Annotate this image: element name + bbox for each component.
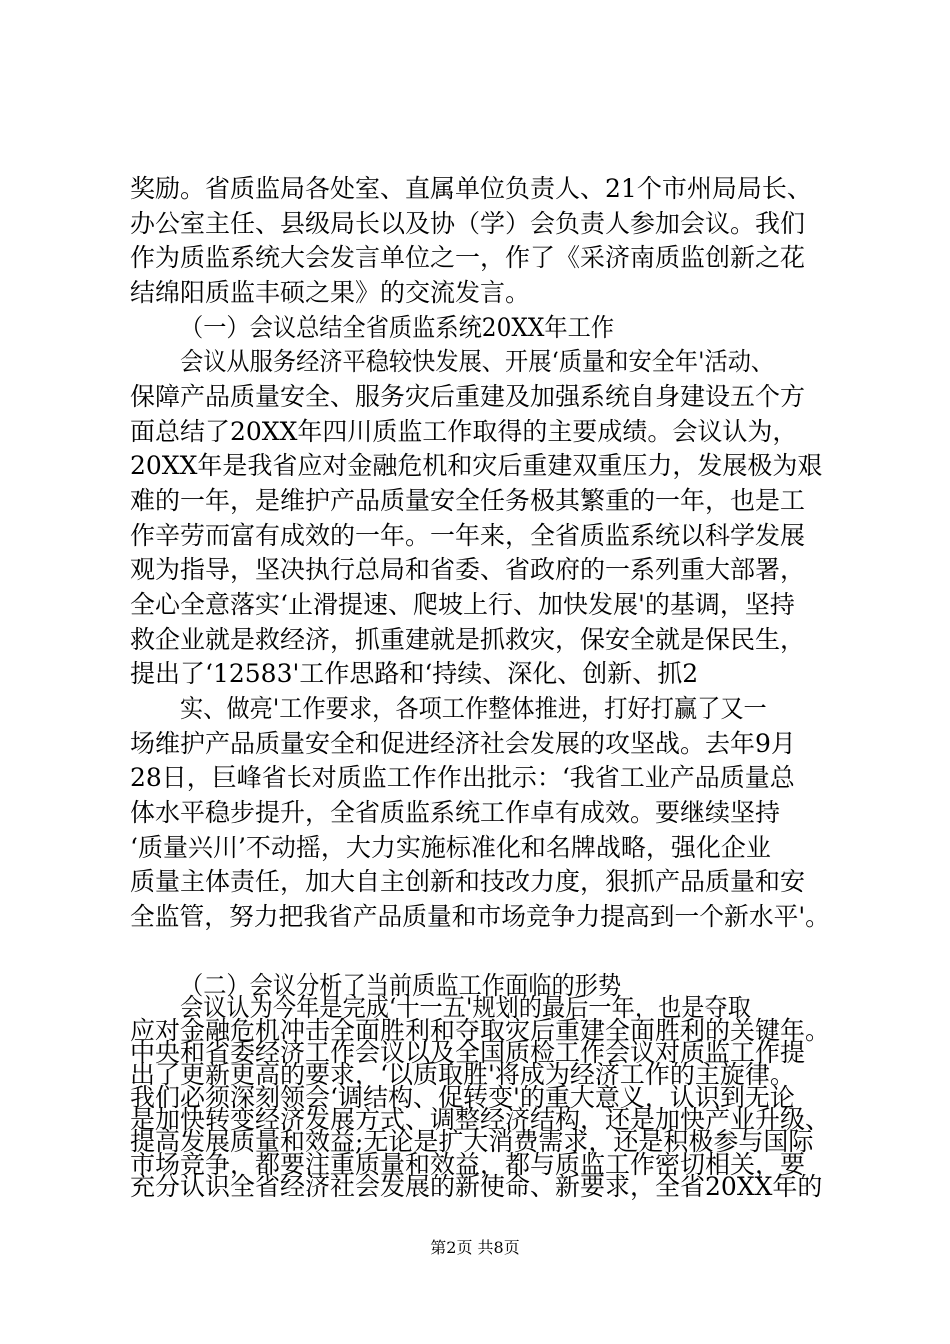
text-line: 会议从服务经济平稳较快发展、开展‘质量和安全年'活动、 — [180, 347, 775, 376]
text-line: 作辛劳而富有成效的一年。一年来，全省质监系统以科学发展 — [130, 521, 806, 550]
text-line: 中央和省委经济工作会议以及全国质检工作会议对质监工作提 — [130, 1038, 806, 1067]
text-line: 我们必须深刻领会‘调结构、促转变'的重大意义，认识到无论 — [130, 1083, 795, 1112]
text-line: 保障产品质量安全、服务灾后重建及加强系统自身建设五个方 — [130, 382, 806, 411]
text-line: 场维护产品质量安全和促进经济社会发展的攻坚战。去年9月 — [130, 729, 796, 758]
text-line: 是加快转变经济发展方式、调整经济结构，还是加快产业升级、 — [130, 1105, 831, 1134]
text-line: 应对金融危机冲击全面胜利和夺取灾后重建全面胜利的关键年。 — [130, 1016, 831, 1045]
text-line: 结绵阳质监丰硕之果》的交流发言。 — [130, 278, 531, 307]
text-line: 实、做亮'工作要求，各项工作整体推进，打好打赢了又一 — [180, 694, 767, 723]
page-number-footer: 第2页 共8页 — [430, 1238, 520, 1257]
text-line: 办公室主任、县级局长以及协（学）会负责人参加会议。我们 — [130, 209, 806, 238]
text-line: 充分认识全省经济社会发展的新使命、新要求，全省20XX年的 — [130, 1172, 823, 1201]
text-line: 面总结了20XX年四川质监工作取得的主要成绩。会议认为， — [130, 417, 798, 446]
text-line: 难的一年，是维护产品质量安全任务极其繁重的一年，也是工 — [130, 486, 806, 515]
text-line: 救企业就是救经济，抓重建就是抓救灾，保安全就是保民生， — [130, 625, 806, 654]
text-line: 市场竞争，都要注重质量和效益，都与质监工作密切相关，要 — [130, 1150, 806, 1179]
text-line: 20XX年是我省应对金融危机和灾后重建双重压力，发展极为艰 — [130, 451, 823, 480]
text-line: 全心全意落实‘止滑提速、爬坡上行、加快发展'的基调，坚持 — [130, 590, 795, 619]
text-line: 提高发展质量和效益;无论是扩大消费需求，还是积极参与国际 — [130, 1127, 814, 1156]
text-line: 观为指导，坚决执行总局和省委、省政府的一系列重大部署， — [130, 555, 806, 584]
section-heading-1: （一）会议总结全省质监系统20XX年工作 — [180, 313, 615, 342]
section-heading-2: （二）会议分析了当前质监工作面临的形势 — [180, 971, 622, 1000]
text-line: 28日，巨峰省长对质监工作作出批示：‘我省工业产品质量总 — [130, 763, 795, 792]
text-line: 全监管，努力把我省产品质量和市场竞争力提高到一个新水平'。 — [130, 902, 830, 931]
text-line: 会议认为今年是完成‘十一五'规划的最后一年，也是夺取 — [180, 993, 751, 1022]
text-line: 出了更新更高的要求，‘以质取胜'将成为经济工作的主旋律。 — [130, 1060, 795, 1089]
text-line: 质量主体责任，加大自主创新和技改力度，狠抓产品质量和安 — [130, 867, 806, 896]
text-line: ‘质量兴川’不动摇，大力实施标准化和名牌战略，强化企业 — [130, 833, 771, 862]
text-line: 奖励。省质监局各处室、直属单位负责人、21个市州局局长、 — [130, 174, 812, 203]
text-line: 体水平稳步提升，全省质监系统工作卓有成效。要继续坚持 — [130, 798, 781, 827]
text-line: 提出了‘12583'工作思路和‘持续、深化、创新、抓2 — [130, 659, 699, 688]
text-line: 作为质监系统大会发言单位之一，作了《采济南质监创新之花 — [130, 243, 806, 272]
